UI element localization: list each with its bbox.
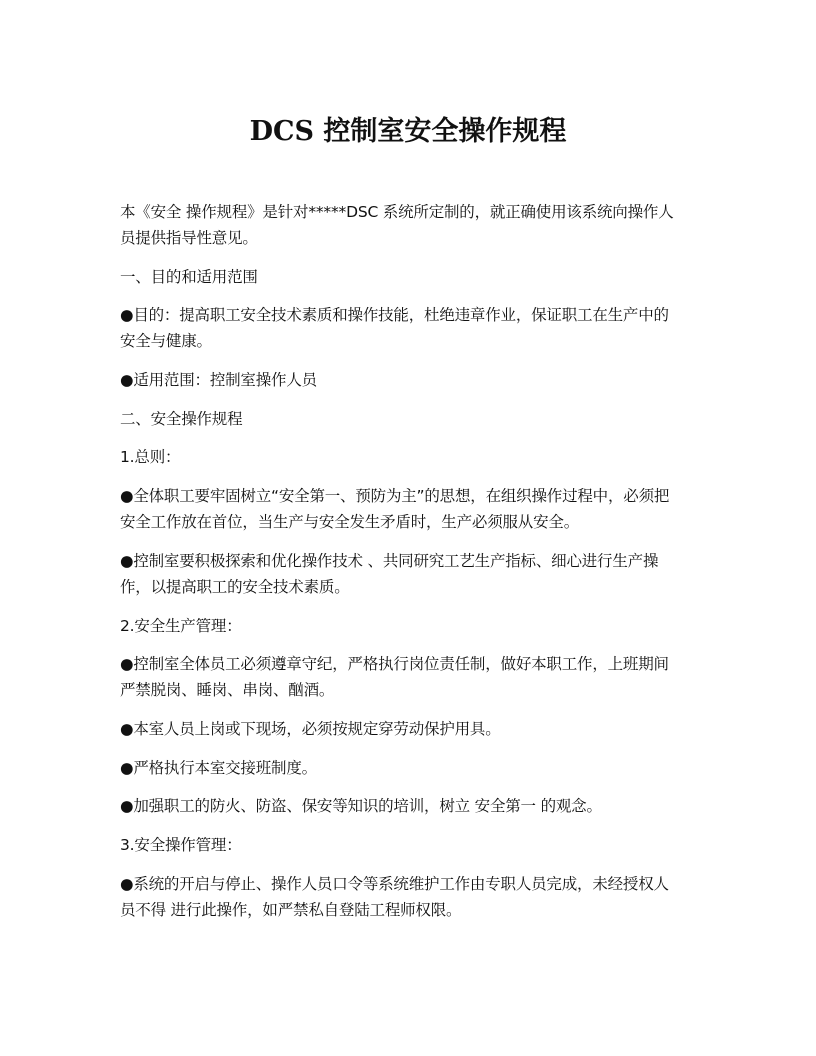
paragraph (120, 367, 710, 393)
paragraph-line: ●控制室全体员工必须遵章守纪，严格执行岗位责任制，做好本职工作，上班期间 (120, 655, 669, 674)
paragraph-line: ●本室人员上岗或下现场，必须按规定穿劳动保护用具。 (120, 719, 501, 738)
paragraph-line: ●目的：提高职工安全技术素质和操作技能，杜绝违章作业，保证职工在生产中的 (120, 306, 669, 325)
paragraph (120, 444, 710, 470)
paragraph-line: 3.安全操作管理： (120, 835, 242, 854)
paragraph-line: 2.安全生产管理： (120, 616, 242, 635)
paragraph-line: ●适用范围：控制室操作人员 (120, 371, 317, 390)
paragraph (120, 613, 710, 639)
paragraph (120, 406, 710, 432)
document-body (120, 199, 710, 935)
paragraph-line: 安全工作放在首位，当生产与安全发生矛盾时，生产必须服从安全。 (120, 513, 580, 532)
paragraph-line: 安全与健康。 (120, 332, 212, 351)
paragraph (120, 264, 710, 290)
paragraph-line: 作，以提高职工的安全技术素质。 (120, 577, 350, 596)
paragraph-line: 员不得 进行此操作，如严禁私自登陆工程师权限。 (120, 900, 462, 919)
paragraph (120, 871, 710, 923)
paragraph-line: 员提供指导性意见。 (120, 229, 258, 247)
paragraph-line: ●严格执行本室交接班制度。 (120, 758, 317, 777)
document-title: DCS 控制室安全操作规程 (249, 116, 567, 147)
paragraph-line: ●系统的开启与停止、操作人员口令等系统维护工作由专职人员完成，未经授权人 (120, 874, 669, 893)
paragraph-line: 本《安全 操作规程》是针对*****DSC 系统所定制的，就正确使用该系统向操作人 (120, 203, 674, 221)
paragraph-line: ●控制室要积极探索和优化操作技术 、共同研究工艺生产指标、细心进行生产操 (120, 551, 659, 570)
paragraph-line: ●全体职工要牢固树立“安全第一、预防为主”的思想，在组织操作过程中，必须把 (120, 487, 670, 506)
paragraph-line: 一、目的和适用范围 (120, 267, 258, 286)
paragraph (120, 793, 710, 819)
paragraph-line: 严禁脱岗、睡岗、串岗、酗酒。 (120, 681, 335, 700)
paragraph (120, 755, 710, 781)
paragraph (120, 302, 710, 354)
paragraph (120, 483, 710, 535)
paragraph-line: 二、安全操作规程 (120, 409, 243, 428)
paragraph-line: ●加强职工的防火、防盗、保安等知识的培训，树立 安全第一 的观念。 (120, 797, 602, 816)
paragraph (120, 832, 710, 858)
paragraph (120, 199, 710, 251)
paragraph (120, 716, 710, 742)
paragraph (120, 548, 710, 600)
paragraph (120, 651, 710, 703)
paragraph-line: 1.总则： (120, 448, 181, 467)
